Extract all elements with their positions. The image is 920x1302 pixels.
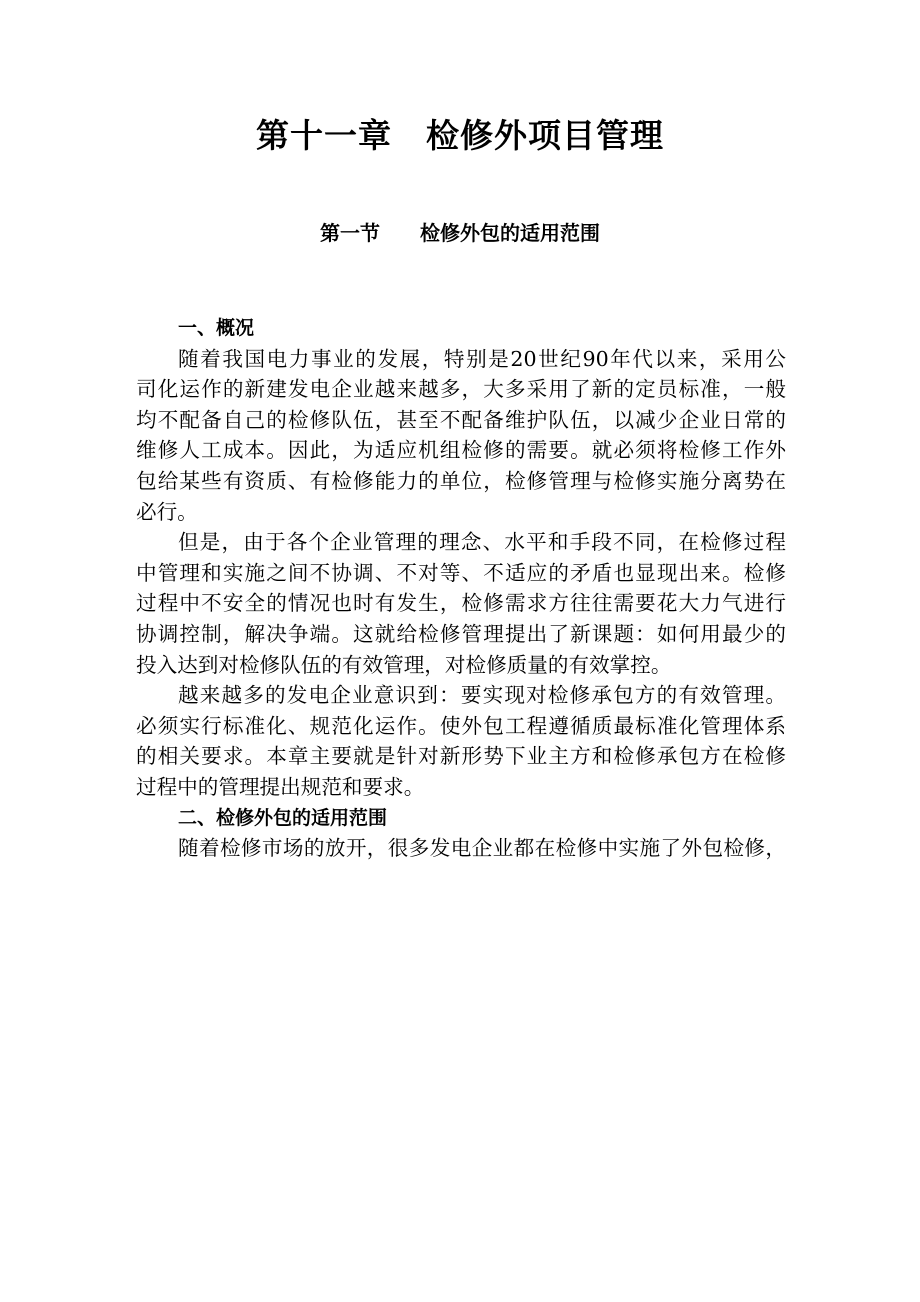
- paragraph-3-line: 的相关要求。本章主要就是针对新形势下业主方和检修承包方在检修: [136, 744, 786, 769]
- section-title: 第一节 检修外包的适用范围: [320, 221, 600, 245]
- chapter-title: 第十一章 检修外项目管理: [256, 116, 664, 155]
- paragraph-2-line: 过程中不安全的情况也时有发生，检修需求方往往需要花大力气进行: [136, 591, 786, 616]
- heading-overview: 一、概况: [178, 317, 255, 339]
- paragraph-1-line: 维修人工成本。因此，为适应机组检修的需要。就必须将检修工作外: [136, 438, 786, 463]
- paragraph-1-line: 必行。: [136, 499, 198, 524]
- paragraph-1: [136, 344, 786, 528]
- paragraph-3-line: 越来越多的发电企业意识到：要实现对检修承包方的有效管理。: [178, 683, 786, 708]
- paragraph-4-line: 随着检修市场的放开，很多发电企业都在检修中实施了外包检修，: [178, 836, 786, 861]
- paragraph-1-line: 随着我国电力事业的发展，特别是20世纪90年代以来，采用公: [178, 346, 786, 371]
- paragraph-4: [136, 833, 786, 864]
- paragraph-2-line: 但是，由于各个企业管理的理念、水平和手段不同，在检修过程: [178, 530, 786, 555]
- paragraph-2-line: 协调控制，解决争端。这就给检修管理提出了新课题：如何用最少的: [136, 621, 786, 646]
- document-body: [136, 313, 786, 864]
- paragraph-3-line: 必须实行标准化、规范化运作。使外包工程遵循质最标准化管理体系: [136, 713, 786, 738]
- paragraph-3: [136, 680, 786, 802]
- paragraph-2-line: 投入达到对检修队伍的有效管理，对检修质量的有效掌控。: [136, 652, 672, 677]
- paragraph-1-line: 司化运作的新建发电企业越来越多，大多采用了新的定员标准，一般: [136, 377, 786, 402]
- paragraph-3-line: 过程中的管理提出规范和要求。: [136, 774, 425, 799]
- paragraph-2: [136, 527, 786, 680]
- paragraph-1-line: 均不配备自己的检修队伍，甚至不配备维护队伍，以减少企业日常的: [136, 407, 786, 432]
- paragraph-1-line: 包给某些有资质、有检修能力的单位，检修管理与检修实施分离势在: [136, 468, 786, 493]
- heading-scope: 二、检修外包的适用范围: [178, 806, 388, 829]
- paragraph-2-line: 中管理和实施之间不协调、不对等、不适应的矛盾也显现出来。检修: [136, 560, 786, 585]
